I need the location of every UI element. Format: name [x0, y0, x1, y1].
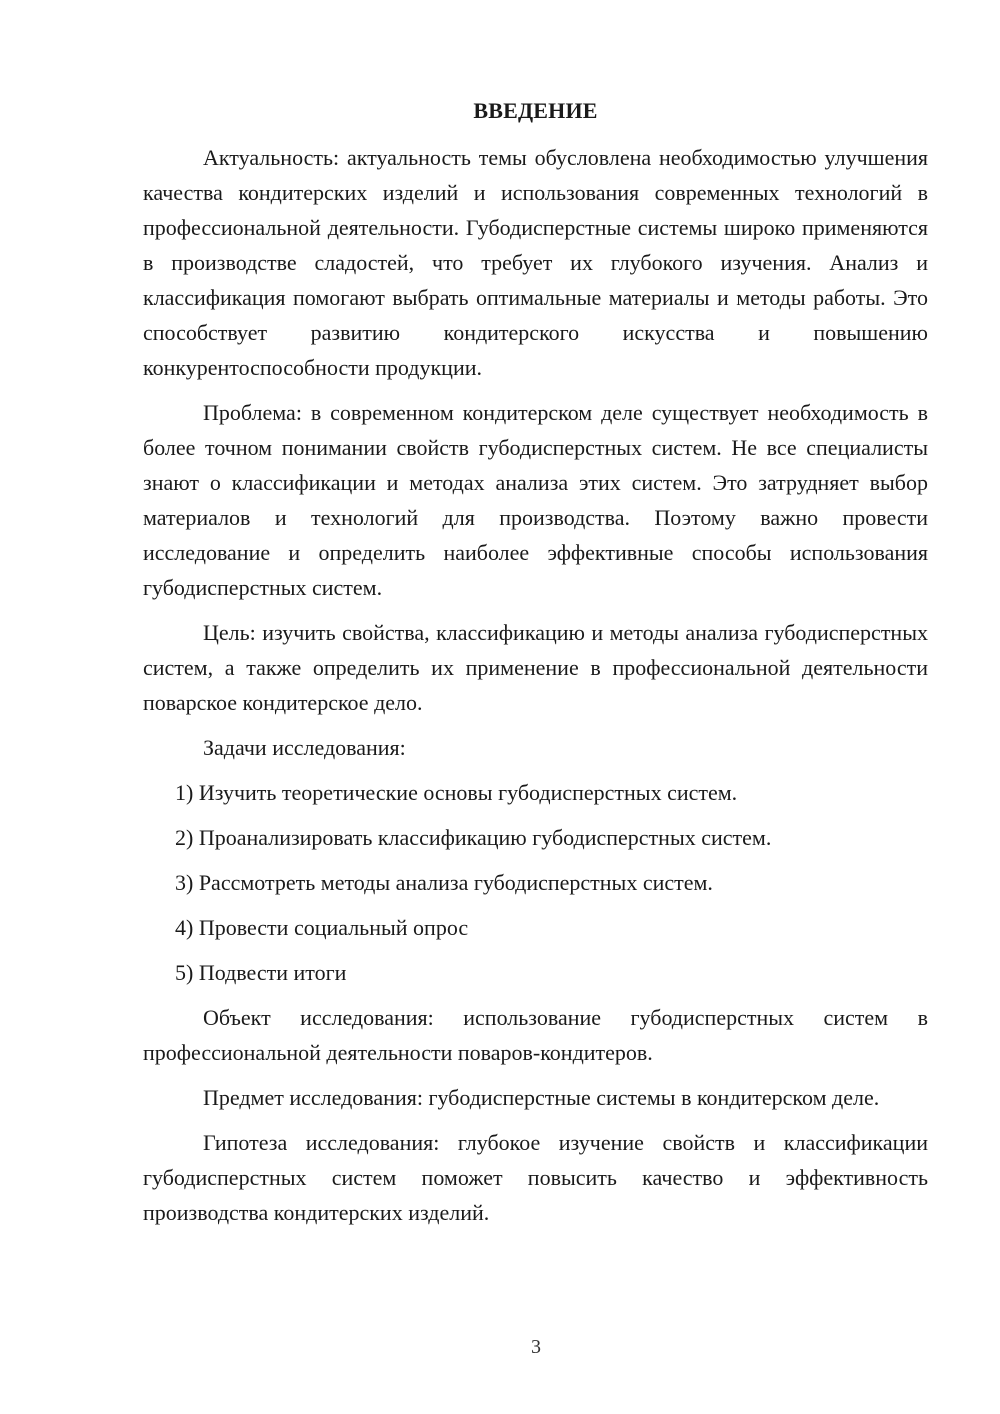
tasks-title: Задачи исследования:	[203, 735, 406, 760]
paragraph-hypothesis: Гипотеза исследования: глубокое изучение свойств и классификации губодисперстных систем поможет повысить качество и эффективность производства кондитерских изделий.	[143, 1130, 928, 1225]
paragraph-object: Объект исследования: использование губодисперстных систем в профессиональной деятельности поваров-кондитеров.	[143, 1005, 928, 1065]
list-item: 5) Подвести итоги	[175, 960, 347, 985]
paragraph-problem: Проблема: в современном кондитерском деле существует необходимость в более точном понимании свойств губодисперстных систем. Не все специалисты знают о классификации и методах анализа этих систем. Это затрудняет выбор материалов и технологий для производства. Поэтому важно провести исследование и определить наиболее эффективные способы использования губодисперстных систем.	[143, 400, 928, 600]
paragraph-subject: Предмет исследования: губодисперстные системы в кондитерском деле.	[203, 1085, 880, 1110]
list-item: 1) Изучить теоретические основы губодисперстных систем.	[175, 780, 738, 805]
list-item: 3) Рассмотреть методы анализа губодисперстных систем.	[175, 870, 713, 895]
page-number: 3	[531, 1336, 541, 1358]
paragraph-relevance: Актуальность: актуальность темы обусловлена необходимостью улучшения качества кондитерских изделий и использования современных технологий в профессиональной деятельности. Губодисперстные системы широко применяются в производстве сладостей, что требует их глубокого изучения. Анализ и классификация помогают выбрать оптимальные материалы и методы работы. Это способствует развитию кондитерского искусства и повышению конкурентоспособности продукции.	[143, 145, 928, 380]
page-content	[143, 93, 928, 1230]
list-item: 4) Провести социальный опрос	[175, 915, 469, 940]
paragraph-goal: Цель: изучить свойства, классификацию и методы анализа губодисперстных систем, а также определить их применение в профессиональной деятельности поварское кондитерское дело.	[143, 620, 928, 715]
list-item: 2) Проанализировать классификацию губодисперстных систем.	[175, 825, 772, 850]
section-heading: ВВЕДЕНИЕ	[473, 98, 598, 123]
tasks-list	[143, 775, 928, 990]
